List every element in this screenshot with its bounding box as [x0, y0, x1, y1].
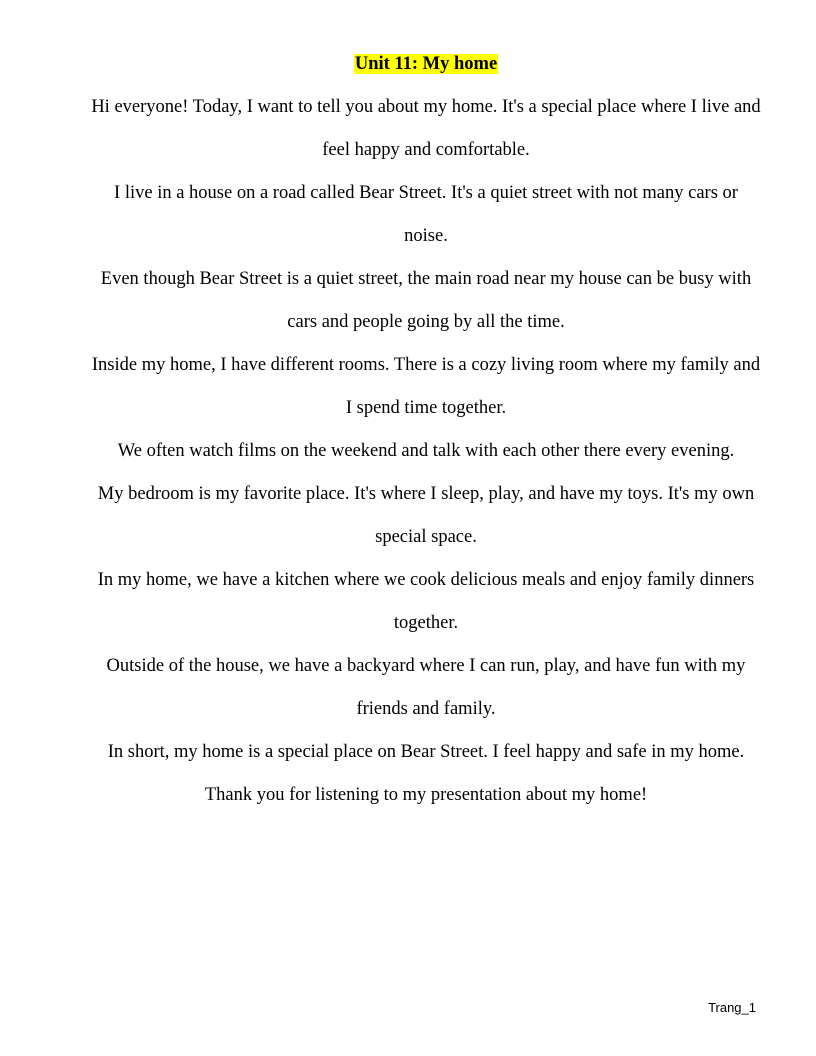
paragraph-kitchen: In my home, we have a kitchen where we cook delicious meals and enjoy family dinners together.	[97, 570, 755, 633]
paragraph-backyard: Outside of the house, we have a backyard where I can run, play, and have fun with my friends and family.	[106, 656, 746, 719]
paragraph-films: We often watch films on the weekend and talk with each other there every evening.	[117, 441, 735, 461]
page-footer: Trang_1	[708, 1000, 756, 1015]
paragraph-living-room: Inside my home, I have different rooms. There is a cozy living room where my family and I spend time together.	[91, 355, 761, 418]
paragraph-intro: Hi everyone! Today, I want to tell you about my home. It's a special place where I live and feel happy and comfortable.	[91, 97, 761, 160]
paragraph-bedroom: My bedroom is my favorite place. It's where I sleep, play, and have my toys. It's my own special space.	[97, 484, 755, 547]
title-line	[90, 43, 762, 86]
document-body	[90, 43, 762, 817]
paragraph-street: I live in a house on a road called Bear Street. It's a quiet street with not many cars or noise.	[114, 183, 738, 246]
paragraph-summary: In short, my home is a special place on Bear Street. I feel happy and safe in my home.	[107, 742, 745, 762]
paragraph-main-road: Even though Bear Street is a quiet street, the main road near my house can be busy with cars and people going by all the time.	[100, 269, 752, 332]
paragraph-thanks: Thank you for listening to my presentation about my home!	[204, 785, 648, 805]
document-title: Unit 11: My home	[354, 54, 498, 74]
